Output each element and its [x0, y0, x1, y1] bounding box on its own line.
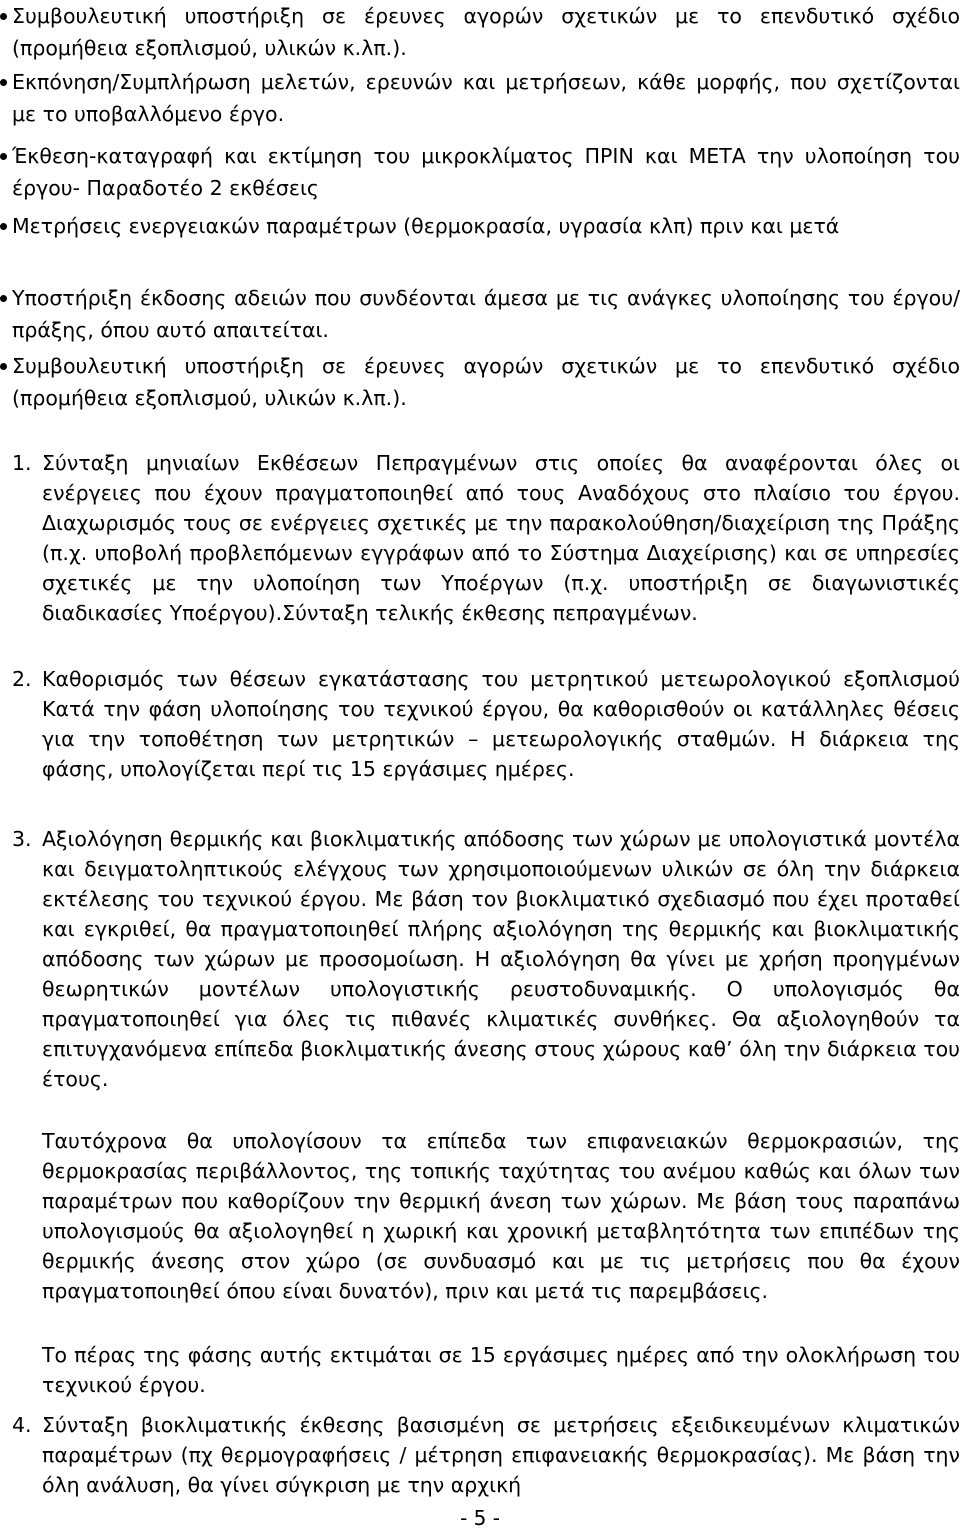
numbered-item-1: [0, 448, 960, 628]
numbered-item-2: [0, 664, 960, 784]
item-text: Αξιολόγηση θερμικής και βιοκλιματικής απόδοσης των χώρων με υπολογιστικά μοντέλα και δειγματοληπτικούς ελέγχους των χρησιμοποιούμενων υλικών σε όλη την διάρκεια εκτέλεσης του τεχνικού έργου. Με βάση τον βιοκλιματικό σχεδιασμό που έχει προταθεί και εγκριθεί, θα πραγματοποιηθεί πλήρης αξιολόγηση της θερμικής και βιοκλιματικής απόδοσης των χώρων με προσομοίωση. Η αξιολόγηση θα γίνει με χρήση προηγμένων θεωρητικών μοντέλων υπολογιστικής ρευστοδυναμικής. Ο υπολογισμός θα πραγματοποιηθεί για όλες τις πιθανές κλιματικές συνθήκες. Θα αξιολογηθούν τα επιτυγχανόμενα επίπεδα βιοκλιματικής άνεσης στους χώρους καθ’ όλη την διάρκεια του έτους.: [42, 827, 960, 1091]
item-number: 4.: [12, 1413, 32, 1437]
item-3-paragraph-2: Ταυτόχρονα θα υπολογίσουν τα επίπεδα των επιφανειακών θερμοκρασιών, της θερμοκρασίας περιβάλλοντος, της τοπικής ταχύτητας του ανέμου καθώς και όλων των παραμέτρων που καθορίζουν την θερμική άνεση των χώρων. Με βάση τους παραπάνω υπολογισμούς θα αξιολογηθεί η χωρική και χρονική μεταβλητότητα των επιπέδων της θερμικής άνεσης στον χώρο (σε συνδυασμό και με τις μετρήσεις που θα έχουν πραγματοποιηθεί όπου είναι δυνατόν), πριν και μετά τις παρεμβάσεις.: [42, 1129, 960, 1303]
page-number: - 5 -: [460, 1506, 500, 1530]
bullet-text: Μετρήσεις ενεργειακών παραμέτρων (θερμοκρασία, υγρασία κλπ) πριν και μετά: [12, 214, 840, 238]
list-item: [0, 210, 960, 242]
item-text: Σύνταξη μηνιαίων Εκθέσεων Πεπραγμένων στις οποίες θα αναφέρονται όλες οι ενέργειες που έχουν πραγματοποιηθεί από τους Αναδόχους στο πλαίσιο του έργου. Διαχωρισμός τους σε ενέργειες σχετικές με την παρακολούθηση/διαχείριση της Πράξης (π.χ. υποβολή προβλεπόμενων εγγράφων από το Σύστημα Διαχείρισης) και σε υπηρεσίες σχετικές με την υλοποίηση των Υποέργων (π.χ. υποστήριξη σε διαγωνιστικές διαδικασίες Υποέργου).Σύνταξη τελικής έκθεσης πεπραγμένων.: [42, 451, 960, 625]
item-number: 3.: [12, 827, 32, 851]
bullet-icon: [0, 295, 7, 302]
list-item: [0, 66, 960, 130]
bullet-icon: [0, 223, 7, 230]
list-item: [0, 282, 960, 346]
numbered-item-4: [0, 1410, 960, 1500]
list-item: [0, 0, 960, 64]
bullet-text: Συμβουλευτική υποστήριξη σε έρευνες αγορών σχετικών με το επενδυτικό σχέδιο (προμήθεια εξοπλισμού, υλικών κ.λπ.).: [12, 4, 960, 60]
list-item: [0, 350, 960, 414]
bullet-text: Υποστήριξη έκδοσης αδειών που συνδέονται άμεσα με τις ανάγκες υλοποίησης του έργου/ πράξης, όπου αυτό απαιτείται.: [12, 286, 960, 342]
bullet-text: Συμβουλευτική υποστήριξη σε έρευνες αγορών σχετικών με το επενδυτικό σχέδιο (προμήθεια εξοπλισμού, υλικών κ.λπ.).: [12, 354, 960, 410]
bullet-icon: [0, 363, 7, 370]
item-text: Καθορισμός των θέσεων εγκατάστασης του μετρητικού μετεωρολογικού εξοπλισμού Κατά την φάση υλοποίησης του τεχνικού έργου, θα καθορισθούν οι κατάλληλες θέσεις για την τοποθέτηση των μετρητικών – μετεωρολογικής σταθμών. Η διάρκεια της φάσης, υπολογίζεται περί τις 15 εργάσιμες ημέρες.: [42, 667, 960, 781]
bullet-text: Έκθεση-καταγραφή και εκτίμηση του μικροκλίματος ΠΡΙΝ και ΜΕΤΑ την υλοποίηση του έργου- Παραδοτέο 2 εκθέσεις: [12, 144, 960, 200]
bullet-text: Εκπόνηση/Συμπλήρωση μελετών, ερευνών και μετρήσεων, κάθε μορφής, που σχετίζονται με το υποβαλλόμενο έργο.: [12, 70, 960, 126]
bullet-icon: [0, 13, 7, 20]
list-item: [0, 140, 960, 204]
item-3-paragraph-3: Το πέρας της φάσης αυτής εκτιμάται σε 15 εργάσιμες ημέρες από την ολοκλήρωση του τεχνικού έργου.: [42, 1343, 960, 1397]
bullet-icon: [0, 79, 7, 86]
item-text: Σύνταξη βιοκλιματικής έκθεσης βασισμένη σε μετρήσεις εξειδικευμένων κλιματικών παραμέτρων (πχ θερμογραφήσεις / μέτρηση επιφανειακής θερμοκρασίας). Με βάση την όλη ανάλυση, θα γίνει σύγκριση με την αρχική: [42, 1413, 960, 1497]
numbered-item-3: [0, 824, 960, 1094]
bullet-icon: [0, 153, 7, 160]
item-number: 1.: [12, 451, 32, 475]
item-number: 2.: [12, 667, 32, 691]
